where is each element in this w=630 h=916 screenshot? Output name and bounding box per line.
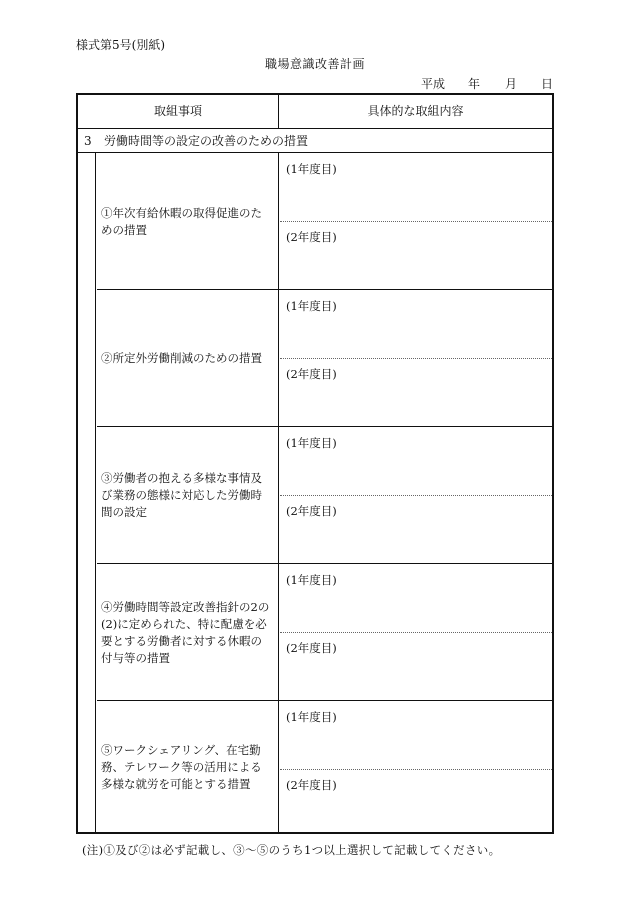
date-era: 平成 bbox=[421, 77, 446, 91]
measure-content-cell[interactable] bbox=[280, 427, 552, 564]
measure-label: ⑤ワークシェアリング、在宅勤務、テレワーク等の活用による多様な就労を可能とする措置 bbox=[101, 743, 262, 791]
date-day-label: 日 bbox=[541, 77, 554, 91]
date-month-label: 月 bbox=[505, 77, 518, 91]
year1-label: (1年度目) bbox=[286, 710, 337, 724]
header-bottom-rule bbox=[78, 128, 552, 129]
document-title: 職場意識改善計画 bbox=[264, 57, 365, 71]
measure-label-cell bbox=[97, 153, 278, 290]
measure-row-5 bbox=[78, 701, 552, 834]
measure-row-1 bbox=[78, 153, 552, 290]
year1-label: (1年度目) bbox=[286, 573, 337, 587]
year-divider bbox=[280, 632, 552, 633]
measure-label: ①年次有給休暇の取得促進のための措置 bbox=[101, 205, 262, 237]
section-number: 3 bbox=[84, 134, 92, 148]
measure-row-3 bbox=[78, 427, 552, 564]
date-year-label: 年 bbox=[468, 77, 481, 91]
form-number-label: 様式第5号(別紙) bbox=[76, 38, 165, 52]
column-header-content: 具体的な取組内容 bbox=[367, 104, 464, 118]
column-header-items: 取組事項 bbox=[153, 104, 202, 118]
measure-label: ③労働者の抱える多様な事情及び業務の態様に対応した労働時間の設定 bbox=[101, 471, 262, 519]
measure-label: ②所定外労働削減のための措置 bbox=[101, 351, 262, 365]
measure-label-cell bbox=[97, 701, 278, 834]
section-heading bbox=[84, 130, 308, 152]
year2-label: (2年度目) bbox=[286, 230, 337, 244]
header-divider bbox=[278, 95, 279, 128]
year1-label: (1年度目) bbox=[286, 436, 337, 450]
year-divider bbox=[280, 495, 552, 496]
year-divider bbox=[280, 769, 552, 770]
measure-label: ④労働時間等設定改善指針の2の(2)に定められた、特に配慮を必要とする労働者に対する休暇の付与等の措置 bbox=[101, 599, 270, 665]
measure-content-cell[interactable] bbox=[280, 701, 552, 834]
year-divider bbox=[280, 358, 552, 359]
year2-label: (2年度目) bbox=[286, 504, 337, 518]
measure-row-2 bbox=[78, 290, 552, 427]
year2-label: (2年度目) bbox=[286, 367, 337, 381]
measure-content-cell[interactable] bbox=[280, 564, 552, 701]
year2-label: (2年度目) bbox=[286, 778, 337, 792]
measure-label-cell bbox=[97, 427, 278, 564]
year1-label: (1年度目) bbox=[286, 299, 337, 313]
measure-content-cell[interactable] bbox=[280, 290, 552, 427]
measure-row-4 bbox=[78, 564, 552, 701]
measure-content-cell[interactable] bbox=[280, 153, 552, 290]
year1-label: (1年度目) bbox=[286, 162, 337, 176]
year2-label: (2年度目) bbox=[286, 641, 337, 655]
year-divider bbox=[280, 221, 552, 222]
measure-label-cell bbox=[97, 290, 278, 427]
footnote: (注)①及び②は必ず記載し、③〜⑤のうち1つ以上選択して記載してください。 bbox=[82, 843, 501, 857]
plan-table bbox=[76, 93, 554, 834]
measure-label-cell bbox=[97, 564, 278, 701]
section-title-text: 労働時間等の設定の改善のための措置 bbox=[104, 134, 309, 148]
